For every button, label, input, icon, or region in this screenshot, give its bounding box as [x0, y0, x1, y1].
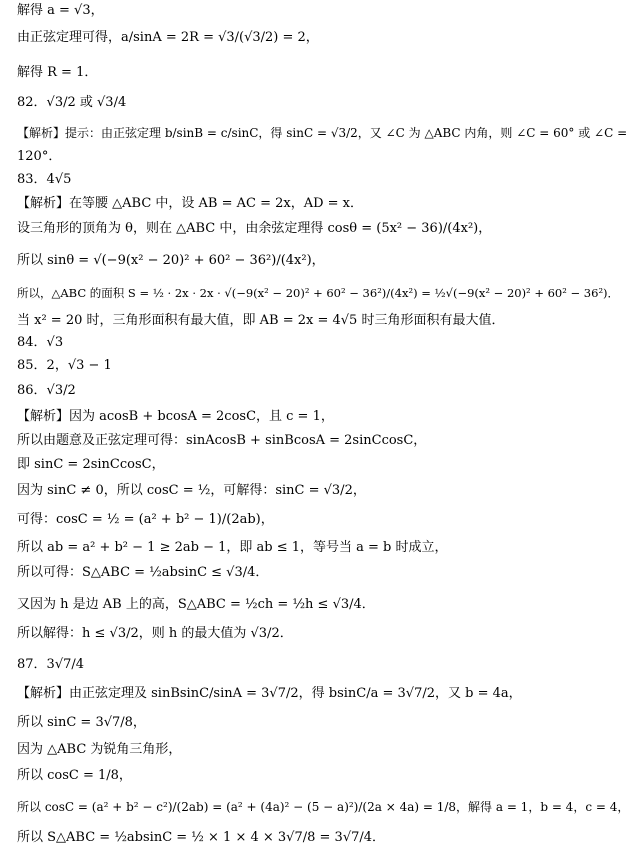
text-line-11: 所以，△ABC 的面积 S = ½ · 2x · 2x · √(−9(x² − 20)² + 60² − 36²)/(4x²) = ½√(−9(x² − 20)² + 60² − 36²)． — [17, 286, 620, 300]
text-line-17: 所以由题意及正弦定理可得：sinAcosB + sinBcosA = 2sinCcosC， — [17, 433, 427, 448]
text-line-9: 设三角形的顶角为 θ，则在 △ABC 中，由余弦定理得 cosθ = (5x² − 36)/(4x²)， — [17, 221, 492, 236]
text-line-2: 由正弦定理可得，a/sinA = 2R = √3/(√3/2) = 2， — [17, 30, 319, 45]
answer-84: 84．√3 — [17, 335, 64, 350]
text-line-6: 120°． — [17, 149, 62, 164]
analysis-83: 【解析】在等腰 △ABC 中，设 AB = AC = 2x，AD = x． — [17, 196, 364, 211]
analysis-86: 【解析】因为 acosB + bcosA = 2cosC，且 c = 1， — [17, 409, 334, 424]
text-line-22: 所以可得：S△ABC = ½absinC ≤ √3/4． — [17, 565, 269, 580]
answer-87: 87．3√7/4 — [17, 657, 85, 672]
answer-83: 83．4√5 — [17, 172, 72, 187]
text-line-10: 所以 sinθ = √(−9(x² − 20)² + 60² − 36²)/(4x²)， — [17, 253, 325, 268]
text-line-21: 所以 ab = a² + b² − 1 ≥ 2ab − 1，即 ab ≤ 1，等号当 a = b 时成立， — [17, 540, 448, 555]
text-line-28: 因为 △ABC 为锐角三角形， — [17, 742, 182, 757]
text-line-23: 又因为 h 是边 AB 上的高，S△ABC = ½ch = ½h ≤ √3/4． — [17, 597, 375, 612]
text-line-31: 所以 S△ABC = ½absinC = ½ × 1 × 4 × 3√7/8 = 3√7/4． — [17, 830, 386, 845]
text-line-19: 因为 sinC ≠ 0，所以 cosC = ½，可解得：sinC = √3/2， — [17, 483, 366, 498]
text-line-1: 解得 a = √3， — [17, 3, 104, 18]
text-line-27: 所以 sinC = 3√7/8， — [17, 715, 146, 730]
text-line-12: 当 x² = 20 时，三角形面积有最大值，即 AB = 2x = 4√5 时三角形面积有最大值． — [17, 313, 505, 328]
answer-86: 86．√3/2 — [17, 383, 76, 398]
text-line-20: 可得：cosC = ½ = (a² + b² − 1)/(2ab)， — [17, 512, 274, 527]
text-line-24: 所以解得：h ≤ √3/2，则 h 的最大值为 √3/2． — [17, 626, 293, 641]
text-line-30: 所以 cosC = (a² + b² − c²)/(2ab) = (a² + (4a)² − (5 − a)²)/(2a × 4a) = 1/8，解得 a = 1，b = 4，c = 4， — [17, 800, 630, 814]
text-line-18: 即 sinC = 2sinCcosC， — [17, 457, 165, 472]
analysis-87: 【解析】由正弦定理及 sinBsinC/sinA = 3√7/2，得 bsinC/a = 3√7/2，又 b = 4a， — [17, 686, 522, 701]
text-line-29: 所以 cosC = 1/8， — [17, 768, 132, 783]
text-line-3: 解得 R = 1． — [17, 65, 98, 80]
analysis-82: 【解析】提示：由正弦定理 b/sinB = c/sinC，得 sinC = √3/2，又 ∠C 为 △ABC 内角，则 ∠C = 60° 或 ∠C = — [17, 126, 628, 140]
answer-85: 85．2，√3 − 1 — [17, 358, 112, 373]
answer-82: 82．√3/2 或 √3/4 — [17, 95, 127, 110]
